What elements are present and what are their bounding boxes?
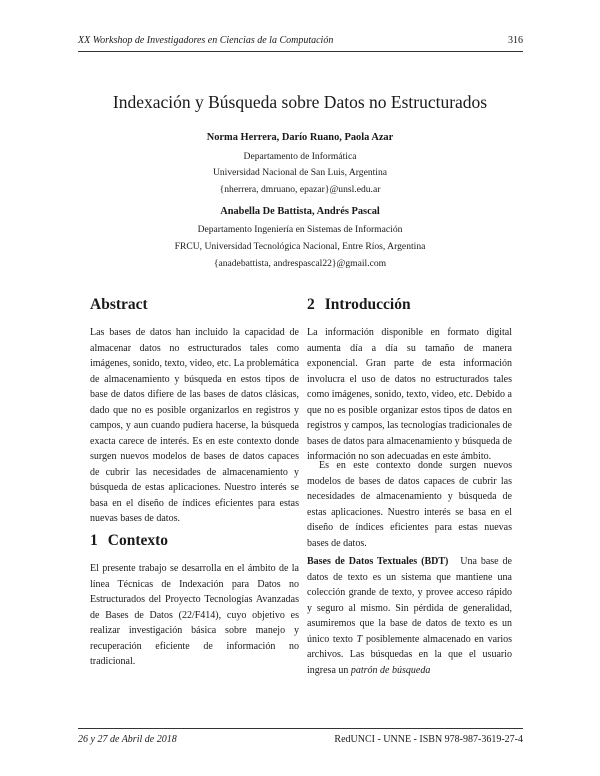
bdt-text-continued: posiblemente almacenado en varios archivos. Las búsquedas en la que el usuario ingresa un [307,633,513,676]
abstract-text: Las bases de datos han incluido la capacidad de almacenar datos no estructurados tales como imágenes, sonido, texto, video, etc. La problemática de almacenamiento y búsqueda en estos tipos de base de datos difiere de las bases de datos clásicas, dado que no es posible organizarlos en registros y campos, y aun cuando pudiera hacerse, la búsqueda exacta carece de interés. Es en este contexto donde surgen nuevos modelos de bases de datos capaces de cubrir las necesidades de almacenamiento y búsqueda de estas aplicaciones. Nuestro interés se basa en el diseño de índices eficientes para estas nuevas bases de datos. [90,327,299,524]
page-number: 316 [508,35,523,46]
bdt-label: Bases de Datos Textuales (BDT) [307,556,449,567]
footer-publisher: RedUNCI - UNNE - ISBN 978-987-3619-27-4 [334,734,523,745]
authors-group-2: Anabella De Battista, Andrés Pascal [220,206,380,217]
running-title: XX Workshop de Investigadores en Ciencias de la Computación [78,35,334,46]
section-2-number: 2 [307,296,315,313]
variable-t: T [356,633,363,645]
introduccion-paragraph-1: La información disponible en formato digital aumenta día a día su tamaño de manera exponencial. Gran parte de esta información involucra el uso de datos no estructurados tales como imágenes, sonido, texto, video, etc. Debido a que no es posible organizar estos tipos de datos en registros y campos, las tecnologías tradicionales de bases de datos para almacenamiento y búsqueda de información no son adecuadas en este ámbito. [307,327,512,462]
paper-title: Indexación y Búsqueda sobre Datos no Estructurados [112,92,488,112]
affiliation-department-2: Departamento Ingeniería en Sistemas de Información [197,224,403,235]
affiliation-university-1: Universidad Nacional de San Luis, Argentina [212,167,388,178]
introduccion-paragraph-3 [307,554,512,678]
section-1-title: Contexto [107,532,169,549]
footer-rule [78,728,523,729]
section-2-heading [307,296,411,314]
contexto-text: El presente trabajo se desarrolla en el ámbito de la línea Técnicas de Indexación para Datos no Estructurados del Proyecto Tecnologías Avanzadas de Bases de Datos (22/F414), cuyo objetivo es realizar investigación básica sobre manejo y recuperación eficiente de información no tradicional. [90,563,299,667]
affiliation-email-1[interactable]: {nherrera, dmruano, epazar}@unsl.edu.ar [219,184,381,195]
authors-group-1: Norma Herrera, Darío Ruano, Paola Azar [206,132,394,143]
affiliation-email-2[interactable]: {anadebattista, andrespascal22}@gmail.com [213,258,387,269]
bdt-emphasis: patrón de búsqueda [350,664,431,676]
abstract-heading: Abstract [90,296,148,313]
introduccion-paragraph-2: Es en este contexto donde surgen nuevos modelos de bases de datos capaces de cubrir las necesidades de almacenamiento y búsqueda de estas aplicaciones. Nuestro interés se basa en el diseño de índices eficientes para estas nuevas bases de datos. [307,460,512,549]
header-rule [78,51,523,52]
section-2-title: Introducción [324,296,411,313]
bdt-text: Una base de datos de texto es un sistema que mantiene una colección grande de texto, y provee acceso rápido y seguro al mismo. Sin pérdida de generalidad, asumiremos que la base de datos de texto es un único texto [307,556,513,645]
affiliation-department-1: Departamento de Informática [243,151,357,162]
section-1-heading [90,532,168,550]
footer-date: 26 y 27 de Abril de 2018 [78,734,177,745]
section-1-number: 1 [90,532,98,549]
affiliation-university-2: FRCU, Universidad Tecnológica Nacional, Entre Ríos, Argentina [174,241,426,252]
